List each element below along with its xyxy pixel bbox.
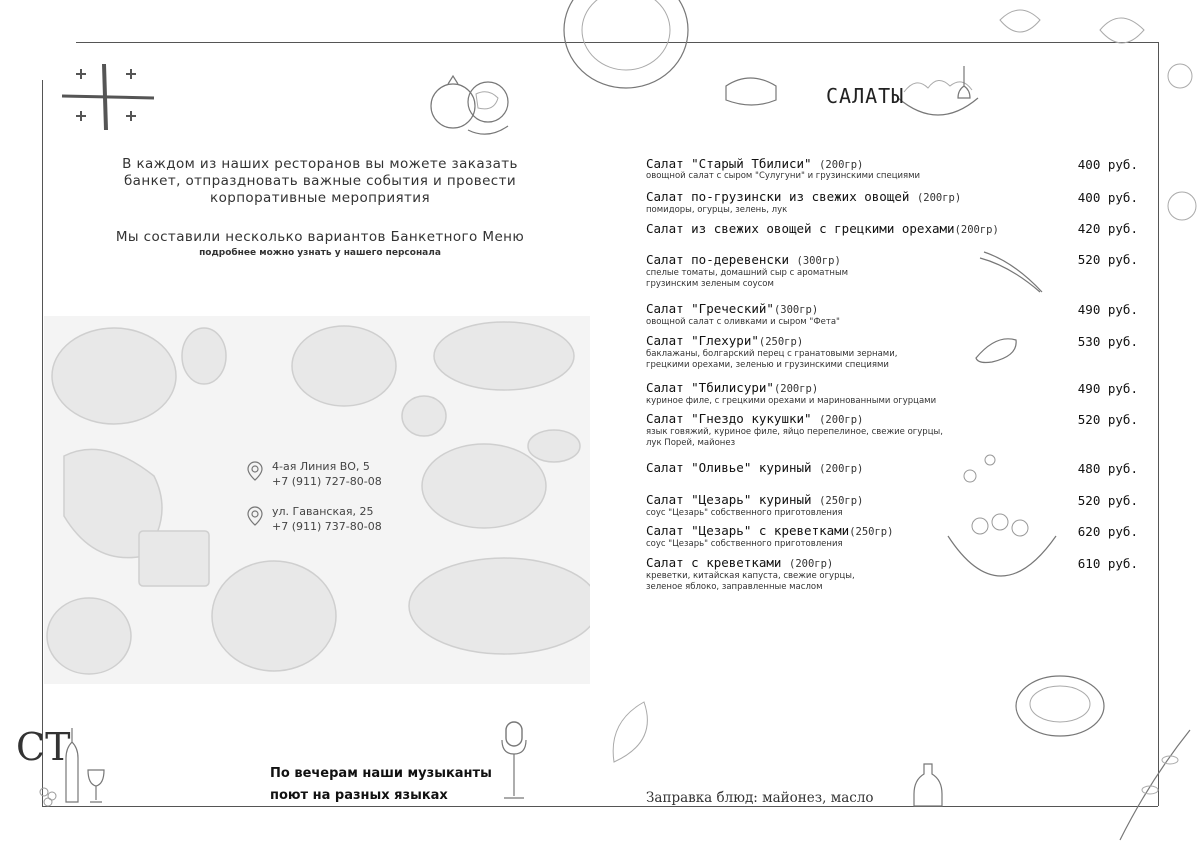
- menu-item-price: 490 руб.: [1077, 302, 1138, 317]
- dressing-note: Заправка блюд: майонез, масло: [646, 790, 874, 806]
- musicians-text: [270, 763, 510, 807]
- musicians-line-1: По вечерам наши музыканты: [270, 766, 492, 781]
- menu-item-name: Салат "Греческий"(300гр): [646, 301, 819, 316]
- logo-letters: СТ: [16, 725, 71, 769]
- herb-leaf-sketch-icon: [604, 692, 664, 772]
- food-illustration: [44, 316, 590, 684]
- oil-bottle-sketch-icon: [906, 760, 950, 810]
- pomegranate-sketch-icon: [418, 64, 528, 144]
- menu-item-desc: спелые томаты, домашний сыр с ароматным: [646, 268, 849, 278]
- address-1: [272, 459, 382, 489]
- frame-right-line: [1158, 42, 1159, 806]
- intro-line-2: банкет, отпраздновать важные события и провести: [123, 173, 517, 189]
- menu-item-price: 400 руб.: [1077, 157, 1138, 172]
- intro-line-1: В каждом из наших ресторанов вы можете заказать: [122, 156, 518, 172]
- menu-item-desc: помидоры, огурцы, зелень, лук: [646, 205, 788, 215]
- menu-item-desc: соус "Цезарь" собственного приготовления: [646, 508, 843, 518]
- address-2-phone[interactable]: +7 (911) 737-80-08: [272, 520, 382, 533]
- menu-item-price: 530 руб.: [1077, 334, 1138, 349]
- menu-item-desc: язык говяжий, куриное филе, яйцо перепелиное, свежие огурцы,: [646, 427, 943, 437]
- salad-bowl-sketch-icon: [894, 62, 984, 132]
- menu-item-name: Салат по-деревенски (300гр): [646, 252, 841, 267]
- location-pin-icon: [244, 505, 266, 527]
- menu-item-desc: зеленое яблоко, заправленные маслом: [646, 582, 823, 592]
- menu-item-name: Салат "Тбилисури"(200гр): [646, 380, 819, 395]
- intro-line-3: корпоративные мероприятия: [210, 190, 430, 206]
- menu-item-name: Салат из свежих овощей с грецкими орехами(200гр): [646, 221, 999, 236]
- menu-item-desc: лук Порей, майонез: [646, 438, 736, 448]
- menu-item-desc: овощной салат с оливками и сыром "Фета": [646, 317, 840, 327]
- frame-left-line: [42, 80, 43, 806]
- menu-item-price: 420 руб.: [1077, 221, 1138, 236]
- banquet-text: Мы составили несколько вариантов Банкетного Меню: [115, 229, 525, 245]
- menu-item-name: Салат "Старый Тбилиси" (200гр): [646, 156, 864, 171]
- section-title: САЛАТЫ: [826, 84, 905, 108]
- georgian-cross-icon: [56, 62, 156, 132]
- menu-item-name: Салат "Цезарь" куриный (250гр): [646, 492, 864, 507]
- menu-item-name: Салат "Цезарь" с креветками(250гр): [646, 523, 894, 538]
- menu-item-price: 520 руб.: [1077, 493, 1138, 508]
- microphone-icon: [494, 718, 534, 804]
- menu-item-desc: баклажаны, болгарский перец с гранатовыми зернами,: [646, 349, 898, 359]
- dish-sketch-icon: [1004, 666, 1114, 756]
- intro-text: [90, 156, 550, 207]
- details-text: подробнее можно узнать у нашего персонала: [199, 248, 441, 258]
- frame-bottom-line: [42, 806, 1158, 807]
- menu-item-price: 520 руб.: [1077, 412, 1138, 427]
- cheese-sketch-icon: [720, 66, 780, 110]
- plate-sketch-icon: [556, 0, 696, 90]
- menu-item-price: 490 руб.: [1077, 381, 1138, 396]
- menu-item-desc: креветки, китайская капуста, свежие огурцы,: [646, 571, 855, 581]
- musicians-line-2: поют на разных языках: [270, 788, 448, 803]
- menu-item-name: Салат по-грузински из свежих овощей (200гр): [646, 189, 962, 204]
- vegetables-sketch-icon: [1160, 36, 1200, 236]
- address-2-street: ул. Гаванская, 25: [272, 505, 374, 518]
- location-pin-icon: [244, 460, 266, 482]
- menu-item-price: 520 руб.: [1077, 252, 1138, 267]
- caesar-bowl-sketch-icon: [940, 446, 1060, 596]
- menu-item-price: 620 руб.: [1077, 524, 1138, 539]
- menu-item-name: Салат "Глехури"(250гр): [646, 333, 804, 348]
- olive-branch-sketch-icon: [1110, 720, 1200, 848]
- menu-item-name: Салат "Гнездо кукушки" (200гр): [646, 411, 864, 426]
- menu-item-price: 610 руб.: [1077, 556, 1138, 571]
- eggplant-sketch-icon: [970, 332, 1020, 368]
- menu-item-price: 400 руб.: [1077, 190, 1138, 205]
- menu-item-name: Салат с креветками (200гр): [646, 555, 834, 570]
- address-1-street: 4-ая Линия ВО, 5: [272, 460, 370, 473]
- pepper-sketch-icon: [974, 248, 1050, 298]
- menu-item-desc: овощной салат с сыром "Сулугуни" и грузинскими специями: [646, 171, 921, 181]
- leaves-sketch-icon: [990, 0, 1160, 70]
- address-1-phone[interactable]: +7 (911) 727-80-08: [272, 475, 382, 488]
- menu-item-price: 480 руб.: [1077, 461, 1138, 476]
- menu-item-desc: куриное филе, с грецкими орехами и маринованными огурцами: [646, 396, 937, 406]
- restaurant-logo: [14, 718, 106, 808]
- menu-item-name: Салат "Оливье" куриный (200гр): [646, 460, 864, 475]
- menu-item-desc: грецкими орехами, зеленью и грузинскими специями: [646, 360, 889, 370]
- menu-item-desc: грузинским зеленым соусом: [646, 279, 774, 289]
- address-2: [272, 504, 382, 534]
- menu-item-desc: соус "Цезарь" собственного приготовления: [646, 539, 843, 549]
